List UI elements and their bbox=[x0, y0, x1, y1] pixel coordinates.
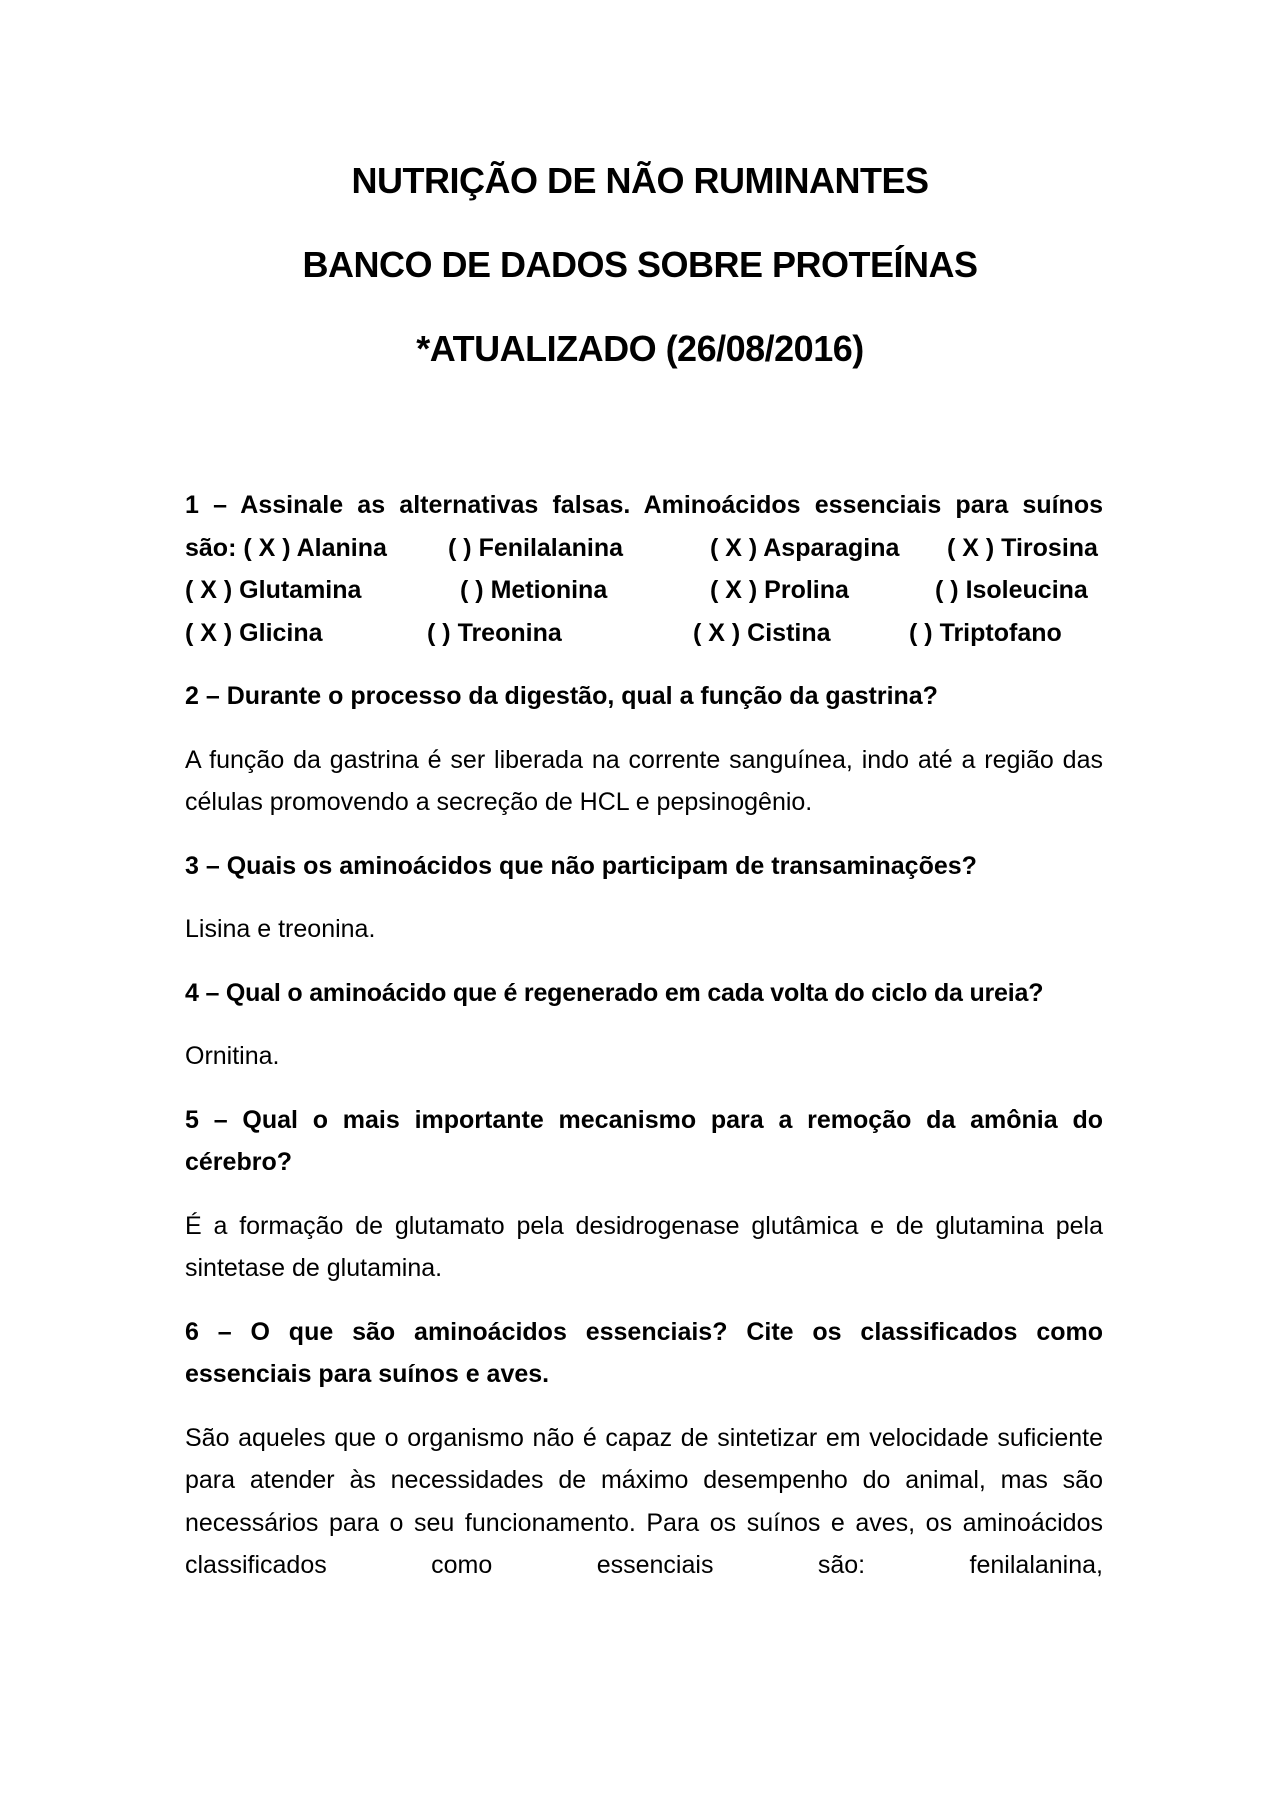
option-lead: são: bbox=[185, 533, 237, 562]
option-label: Prolina bbox=[764, 576, 849, 604]
question-2: 2 – Durante o processo da digestão, qual a função da gastrina? bbox=[185, 682, 938, 710]
document-header bbox=[0, 150, 1280, 402]
option-mark: ( X ) bbox=[243, 533, 291, 562]
option-label: Isoleucina bbox=[965, 576, 1088, 604]
option-mark: ( X ) bbox=[185, 576, 233, 604]
option-label: Glicina bbox=[239, 618, 323, 647]
options-row-2 bbox=[185, 569, 1103, 612]
option-label: Fenilalanina bbox=[478, 533, 624, 562]
option-glicina bbox=[185, 612, 427, 655]
option-mark: ( ) bbox=[935, 576, 959, 604]
option-mark: ( ) bbox=[448, 533, 472, 562]
answer-5: É a formação de glutamato pela desidrogenase glutâmica e de glutamina pela sintetase de glutamina. bbox=[185, 1211, 1103, 1282]
option-metionina bbox=[460, 569, 710, 612]
option-mark: ( X ) bbox=[693, 618, 741, 647]
option-triptofano bbox=[909, 612, 1103, 655]
option-label: Treonina bbox=[457, 618, 562, 647]
option-label: Metionina bbox=[490, 576, 608, 604]
option-prolina bbox=[710, 569, 935, 612]
update-date: *ATUALIZADO (26/08/2016) bbox=[416, 328, 864, 369]
question-3: 3 – Quais os aminoácidos que não participam de transaminações? bbox=[185, 851, 977, 880]
option-tirosina bbox=[947, 527, 1103, 570]
option-label: Cistina bbox=[747, 618, 831, 647]
option-mark: ( ) bbox=[427, 618, 451, 647]
option-label: Glutamina bbox=[239, 576, 362, 604]
option-glutamina bbox=[185, 569, 460, 612]
option-isoleucina bbox=[935, 569, 1103, 612]
answer-2: A função da gastrina é ser liberada na corrente sanguínea, indo até a região das células promovendo a secreção de HCL e pepsinogênio. bbox=[185, 745, 1103, 816]
options-row-3 bbox=[185, 612, 1103, 655]
question-6: 6 – O que são aminoácidos essenciais? Cite os classificados como essenciais para suínos e aves. bbox=[185, 1317, 1103, 1388]
option-mark: ( X ) bbox=[710, 576, 758, 604]
option-label: Tirosina bbox=[1001, 533, 1098, 562]
option-alanina bbox=[185, 527, 448, 570]
question-5: 5 – Qual o mais importante mecanismo para a remoção da amônia do cérebro? bbox=[185, 1105, 1103, 1176]
option-fenilalanina bbox=[448, 527, 710, 570]
option-mark: ( ) bbox=[460, 576, 484, 604]
option-mark: ( X ) bbox=[947, 533, 995, 562]
question-1 bbox=[185, 484, 1103, 654]
option-label: Alanina bbox=[296, 533, 387, 562]
option-mark: ( ) bbox=[909, 618, 933, 647]
answer-6: São aqueles que o organismo não é capaz de sintetizar em velocidade suficiente para atender às necessidades de máximo desempenho do animal, mas são necessários para o seu funcionamento. Para os suínos e aves, os aminoácidos classificados como essenciais são: fenilalanina, bbox=[185, 1423, 1103, 1579]
option-mark: ( X ) bbox=[185, 618, 233, 647]
options-row-1 bbox=[185, 527, 1103, 570]
option-mark: ( X ) bbox=[710, 533, 758, 562]
option-cistina bbox=[693, 612, 909, 655]
answer-4: Ornitina. bbox=[185, 1042, 280, 1070]
option-label: Asparagina bbox=[763, 533, 900, 562]
document-title: BANCO DE DADOS SOBRE PROTEÍNAS bbox=[302, 244, 978, 285]
question-4: 4 – Qual o aminoácido que é regenerado em cada volta do ciclo da ureia? bbox=[185, 978, 1044, 1007]
question-1-text: 1 – Assinale as alternativas falsas. Aminoácidos essenciais para suínos bbox=[185, 491, 1103, 519]
option-asparagina bbox=[710, 527, 947, 570]
course-title: NUTRIÇÃO DE NÃO RUMINANTES bbox=[351, 160, 929, 201]
document-body bbox=[185, 484, 1103, 1608]
answer-3: Lisina e treonina. bbox=[185, 915, 376, 943]
option-treonina bbox=[427, 612, 693, 655]
option-label: Triptofano bbox=[939, 618, 1062, 647]
